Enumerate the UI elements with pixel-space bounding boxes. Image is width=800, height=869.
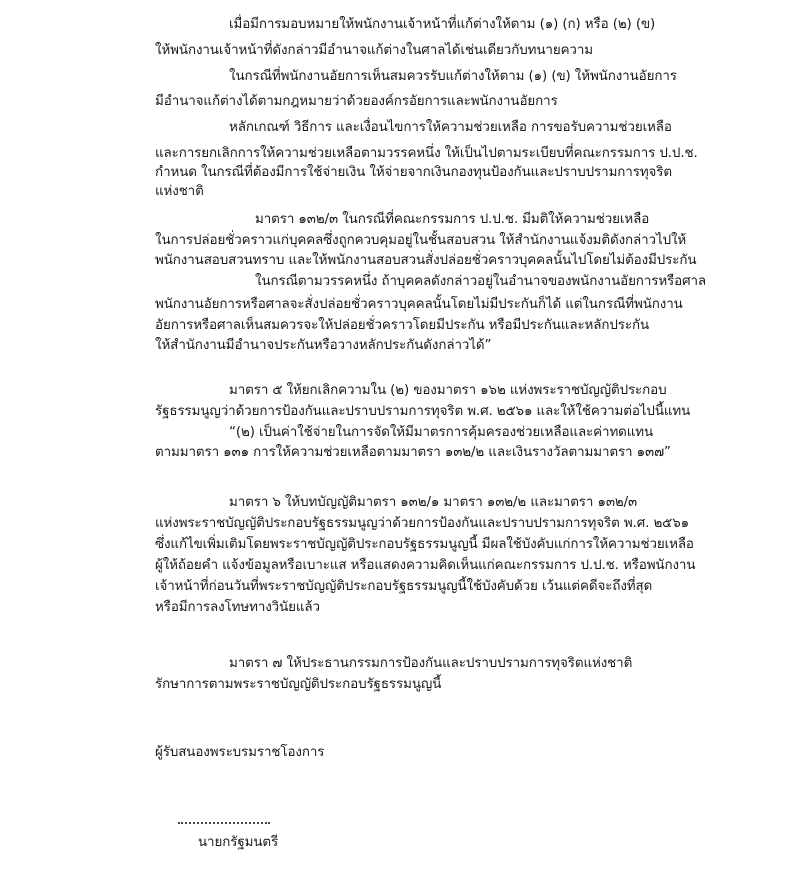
body-line-8: แห่งชาติ <box>155 184 204 199</box>
body-line-4: มีอำนาจแก้ต่างได้ตามกฎหมายว่าด้วยองค์กรอัยการและพนักงานอัยการ <box>155 94 558 109</box>
body-line-2: ให้พนักงานเจ้าหน้าที่ดังกล่าวมีอำนาจแก้ต่างในศาลได้เช่นเดียวกับทนายความ <box>155 43 593 58</box>
signature-line <box>178 822 270 824</box>
section-6-heading: มาตรา ๖ ให้บทบัญญัติมาตรา ๑๓๒/๑ มาตรา ๑๓๒/๒ และมาตรา ๑๓๒/๓ <box>229 495 638 510</box>
body-line-15: ให้สำนักงานมีอำนาจประกันหรือวางหลักประกันดังกล่าวได้” <box>155 338 492 353</box>
body-line-13: พนักงานอัยการหรือศาลจะสั่งปล่อยชั่วคราวบุคคลนั้นโดยไม่มีประกันก็ได้ แต่ในกรณีที่พนักงาน <box>155 297 683 312</box>
body-line-7: กำหนด ในกรณีที่ต้องมีการใช้จ่ายเงิน ให้จ่ายจากเงินกองทุนป้องกันและปราบปรามการทุจริต <box>155 165 672 180</box>
body-line-25: หรือมีการลงโทษทางวินัยแล้ว <box>155 600 320 615</box>
body-line-23: ผู้ให้ถ้อยคำ แจ้งข้อมูลหรือเบาะแส หรือแสดงความคิดเห็นแก่คณะกรรมการ ป.ป.ช. หรือพนักงาน <box>155 558 696 573</box>
body-line-5: หลักเกณฑ์ วิธีการ และเงื่อนไขการให้ความช่วยเหลือ การขอรับความช่วยเหลือ <box>229 120 672 135</box>
countersign-text: ผู้รับสนองพระบรมราชโองการ <box>155 745 325 760</box>
body-line-21: แห่งพระราชบัญญัติประกอบรัฐธรรมนูญว่าด้วยการป้องกันและปราบปรามการทุจริต พ.ศ. ๒๕๖๑ <box>155 516 690 531</box>
body-line-10: ในการปล่อยชั่วคราวแก่บุคคลซึ่งถูกควบคุมอยู่ในชั้นสอบสวน ให้สำนักงานแจ้งมติดังกล่าวไปให้ <box>155 233 687 248</box>
body-line-12: ในกรณีตามวรรคหนึ่ง ถ้าบุคคลดังกล่าวอยู่ในอำนาจของพนักงานอัยการหรือศาล <box>255 274 707 289</box>
prime-minister-title: นายกรัฐมนตรี <box>198 835 279 850</box>
body-line-24: เจ้าหน้าที่ก่อนวันที่พระราชบัญญัติประกอบรัฐธรรมนูญนี้ใช้บังคับด้วย เว้นแต่คดีจะถึงที่สุด <box>155 579 653 594</box>
section-7-heading: มาตรา ๗ ให้ประธานกรรมการป้องกันและปราบปรามการทุจริตแห่งชาติ <box>229 656 633 671</box>
body-line-27: รักษาการตามพระราชบัญญัติประกอบรัฐธรรมนูญนี้ <box>155 677 442 692</box>
body-line-11: พนักงานสอบสวนทราบ และให้พนักงานสอบสวนสั่งปล่อยชั่วคราวบุคคลนั้นไปโดยไม่ต้องมีประกัน <box>155 253 697 268</box>
body-line-3: ในกรณีที่พนักงานอัยการเห็นสมควรรับแก้ต่างให้ตาม (๑) (ข) ให้พนักงานอัยการ <box>229 69 677 84</box>
body-line-14: อัยการหรือศาลเห็นสมควรจะให้ปล่อยชั่วคราวโดยมีประกัน หรือมีประกันและหลักประกัน <box>155 318 650 333</box>
body-line-1: เมื่อมีการมอบหมายให้พนักงานเจ้าหน้าที่แก้ต่างให้ตาม (๑) (ก) หรือ (๒) (ข) <box>229 17 656 32</box>
body-line-17: รัฐธรรมนูญว่าด้วยการป้องกันและปราบปรามการทุจริต พ.ศ. ๒๕๖๑ และให้ใช้ความต่อไปนี้แทน <box>155 404 691 419</box>
body-line-22: ซึ่งแก้ไขเพิ่มเติมโดยพระราชบัญญัติประกอบรัฐธรรมนูญนี้ มีผลใช้บังคับแก่การให้ความช่วยเหลือ <box>155 537 694 552</box>
section-132-3-heading: มาตรา ๑๓๒/๓ ในกรณีที่คณะกรรมการ ป.ป.ช. มีมติให้ความช่วยเหลือ <box>255 212 650 227</box>
body-line-6: และการยกเลิกการให้ความช่วยเหลือตามวรรคหนึ่ง ให้เป็นไปตามระเบียบที่คณะกรรมการ ป.ป.ช. <box>155 146 698 161</box>
body-line-19: ตามมาตรา ๑๓๑ การให้ความช่วยเหลือตามมาตรา ๑๓๒/๒ และเงินรางวัลตามมาตรา ๑๓๗” <box>155 445 671 460</box>
body-line-18: “(๒) เป็นค่าใช้จ่ายในการจัดให้มีมาตรการคุ้มครองช่วยเหลือและค่าทดแทน <box>229 425 654 440</box>
section-5-heading: มาตรา ๕ ให้ยกเลิกความใน (๒) ของมาตรา ๑๖๒ แห่งพระราชบัญญัติประกอบ <box>229 383 667 398</box>
